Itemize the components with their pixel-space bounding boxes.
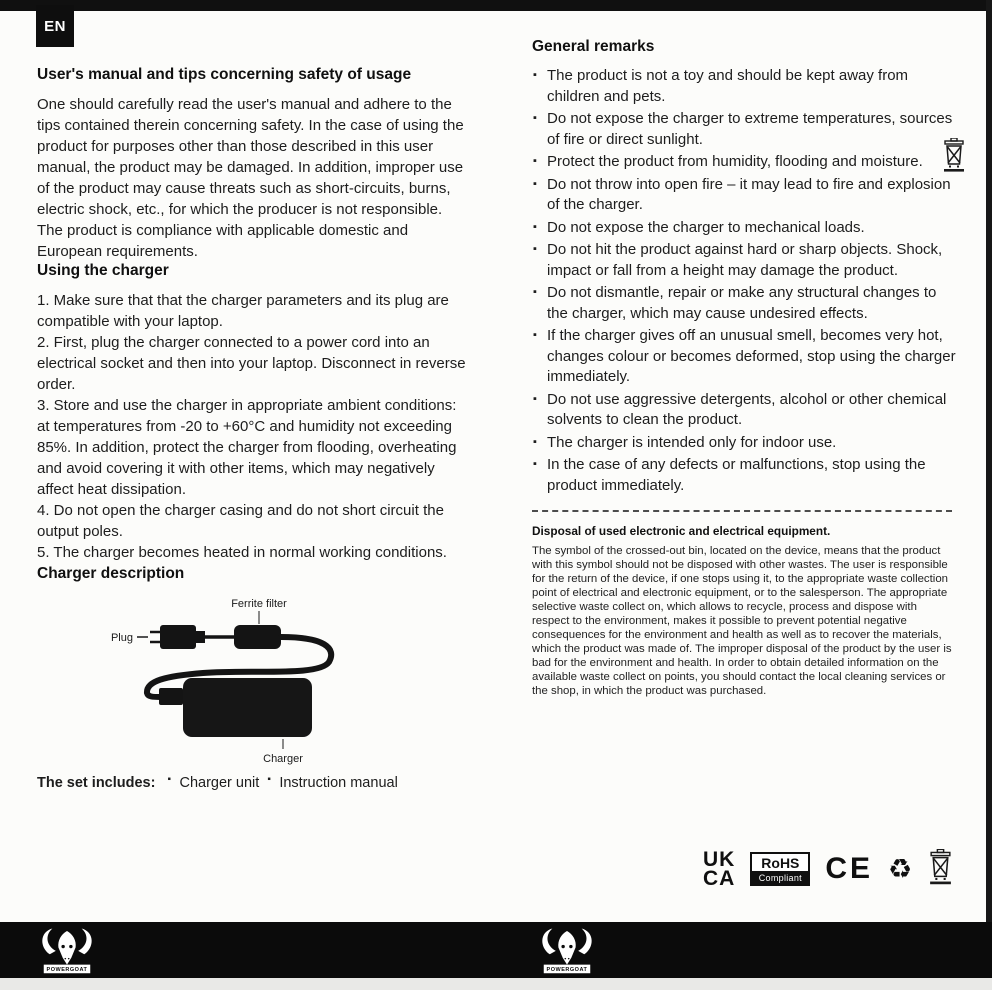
charger-body: [183, 678, 312, 737]
recycle-icon: ♻: [888, 853, 913, 884]
remark-item: ▪ In the case of any defects or malfunctions, stop using the product immediately.: [532, 455, 956, 496]
footer-black-bar: [0, 922, 992, 978]
weee-bin-icon: [927, 849, 954, 890]
ce-mark-icon: CE: [825, 852, 874, 885]
ukca-mark-icon: [703, 847, 736, 890]
plug-label: Plug: [110, 632, 133, 644]
remark-item: ▪ Do not expose the charger to extreme temperatures, sources of fire or direct sunlight.: [532, 109, 956, 150]
top-black-bar: [0, 0, 992, 11]
set-includes-line: [37, 775, 470, 791]
set-includes-item: ▪ Charger unit: [179, 775, 259, 791]
powergoat-wordmark: POWERGOAT: [546, 967, 588, 974]
rohs-compliant-label: Compliant: [752, 871, 808, 884]
rohs-label: RoHS: [761, 855, 800, 871]
remark-item: ▪ Do not use aggressive detergents, alcohol or other chemical solvents to clean the product.: [532, 390, 956, 431]
using-charger-steps: [37, 290, 470, 563]
right-black-edge: [986, 0, 992, 930]
charger-connector: [159, 688, 183, 705]
set-includes-label: The set includes:: [37, 775, 156, 791]
step-item: 4. Do not open the charger casing and do not short circuit the output poles.: [37, 502, 444, 540]
using-charger-heading: Using the charger: [37, 262, 169, 279]
set-includes-item: ▪ Instruction manual: [279, 775, 397, 791]
remark-item: ▪ The charger is intended only for indoor use.: [532, 433, 956, 454]
powergoat-logo: [536, 924, 598, 981]
weee-bin-icon: [941, 138, 967, 177]
powergoat-logo: [36, 924, 98, 981]
general-remarks-heading: General remarks: [532, 38, 655, 55]
disposal-heading: Disposal of used electronic and electrical equipment.: [532, 524, 831, 538]
safety-heading: User's manual and tips concerning safety of usage: [37, 66, 412, 83]
ukca-line2: CA: [703, 867, 736, 890]
step-item: 2. First, plug the charger connected to a power cord into an electrical socket and then into your laptop. Disconnect in reverse order.: [37, 334, 466, 393]
general-remarks-list: [532, 66, 956, 496]
certifications-row: [703, 846, 957, 892]
right-column: [532, 38, 956, 698]
remark-item: ▪ Do not throw into open fire – it may lead to fire and explosion of the charger.: [532, 175, 956, 216]
plug-body: [160, 625, 196, 649]
bottom-paper-edge: [0, 978, 992, 990]
powergoat-wordmark: POWERGOAT: [46, 967, 88, 974]
remark-item: ▪ Protect the product from humidity, flooding and moisture.: [532, 152, 956, 173]
ferrite-filter: [234, 625, 281, 649]
remark-item: ▪ Do not expose the charger to mechanical loads.: [532, 218, 956, 239]
ferrite-filter-label: Ferrite filter: [231, 598, 287, 610]
left-column: [37, 66, 470, 791]
remark-item: ▪ Do not hit the product against hard or sharp objects. Shock, impact or fall from a height may damage the product.: [532, 240, 956, 281]
rohs-mark-icon: [750, 852, 810, 886]
remark-item: ▪ Do not dismantle, repair or make any structural changes to the charger, which may cause undesired effects.: [532, 283, 956, 324]
disposal-paragraph: The symbol of the crossed-out bin, located on the device, means that the product with this symbol should not be disposed with other wastes. The user is responsible for the return of the device, if one stops using it, to the appropriate waste collection point of electrical and electronic equipment, or to the salesperson. The appropriate selective waste collect on, which allows to recycle, process and dispose with respect to the environment, makes it possible to prevent potential negative consequences for the environment and health as well as to recover the materials, which the product was made of. The improper disposal of the product by the user is bad for the environment and health. In order to obtain detailed information on the available waste collect on points, you should contact the local cleaning services or the shop, in which the product was purchased.: [532, 545, 952, 697]
dashed-divider: [532, 510, 952, 512]
ukca-line1: UK: [703, 847, 736, 871]
remark-item: ▪ If the charger gives off an unusual smell, becomes very hot, changes colour or becomes deformed, stop using the charger immediately.: [532, 326, 956, 388]
safety-paragraph: One should carefully read the user's manual and adhere to the tips contained therein concerning safety. In the case of using the product for purposes other than those described in this user manual, the product may be damaged. In addition, improper use of the product may cause threats such as short-circuits, burns, electric shock, etc., for which the producer is not responsible. The product is compliance with applicable domestic and European requirements.: [37, 96, 464, 260]
charger-description-heading: Charger description: [37, 565, 185, 582]
remark-item: ▪ The product is not a toy and should be kept away from children and pets.: [532, 66, 956, 107]
charger-label: Charger: [263, 753, 303, 765]
step-item: 3. Store and use the charger in appropriate ambient conditions: at temperatures from -20 to +60°C and humidity not exceeding 85%. In addition, protect the charger from flooding, overheating and avoid covering it with other items, which may negatively affect heat dissipation.: [37, 397, 457, 498]
step-item: 1. Make sure that that the charger parameters and its plug are compatible with your laptop.: [37, 292, 449, 330]
charger-diagram: [37, 593, 470, 771]
step-item: 5. The charger becomes heated in normal working conditions.: [37, 544, 447, 561]
language-badge: EN: [36, 5, 74, 47]
